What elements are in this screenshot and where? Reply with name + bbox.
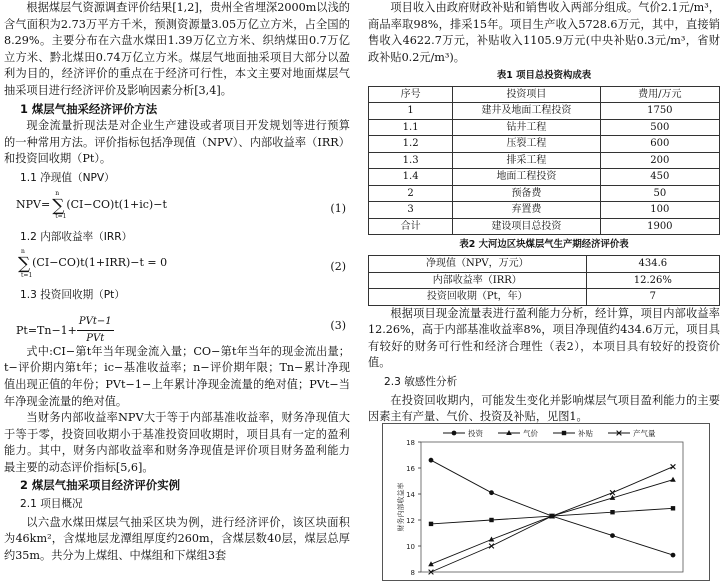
table2-cell: 434.6 <box>586 256 719 273</box>
table1-cell: 1.3 <box>369 152 453 169</box>
table1-row <box>369 202 720 219</box>
data-point <box>610 490 615 495</box>
equation-1 <box>4 189 350 227</box>
table1-cell: 压裂工程 <box>453 136 600 153</box>
table1-cell: 钻井工程 <box>453 119 600 136</box>
table1-cell: 排采工程 <box>453 152 600 169</box>
y-tick-label: 14 <box>406 491 415 499</box>
table2-cell: 12.26% <box>586 272 719 289</box>
right-column <box>368 0 720 426</box>
table1-cell: 200 <box>600 152 719 169</box>
eq3-left: Pt=Tn−1+ <box>16 323 77 337</box>
equation-2 <box>4 247 350 285</box>
data-point <box>429 522 433 526</box>
legend-marker <box>562 431 566 435</box>
data-point <box>671 464 676 469</box>
data-point <box>671 506 675 510</box>
y-tick-label: 10 <box>406 543 415 551</box>
table1-row <box>369 119 720 136</box>
eq2-body: (CI−CO)t(1+IRR)−t = 0 <box>32 256 168 270</box>
legend-label: 产气量 <box>633 429 656 438</box>
intro-paragraph: 根据煤层气资源调查评价结果[1,2]，贵州全省埋深2000m以浅的含气面积为2.73万平方千米，预测资源量3.05万亿立方米，占全国的8.29%。主要分布在六盘水煤田1.39万亿立方米、织纳煤田0.7万亿立方米、黔北煤田0.74万亿立方米。煤层气地面抽采项目大部分以盈利为目的，经济评价的重点在于经济可行性，本文主要对地面煤层气抽采项目进行经济评价及影响因素分析[3,4]。 <box>4 1 350 97</box>
table1-header: 投资项目 <box>453 86 600 103</box>
table1-cell: 450 <box>600 169 719 186</box>
eq3-fraction: $\frac{\text{PVt−1}}{\text{PVt}}$ <box>78 315 112 345</box>
table2-caption: 表2 大河边区块煤层气生产期经济评价表 <box>459 239 629 251</box>
table1-row <box>369 169 720 186</box>
series-line-0 <box>431 460 673 555</box>
table1-cell: 1 <box>369 103 453 120</box>
y-tick-label: 16 <box>406 465 415 473</box>
variables-paragraph: 式中:CI−第t年当年现金流入量；CO−第t年当年的现金流出量；t−评价期内第t年；ic−基准收益率；n−评价期年限；Tn−累计净现值出现正值的年份；PVt−1−上年累计净现金流量的绝对值；PVt−当年净现金流量的绝对值。 <box>4 344 350 408</box>
eq1-left: NPV= <box>16 197 51 211</box>
table1-row <box>369 136 720 153</box>
income-paragraph: 项目收入由政府财政补贴和销售收入两部分组成。气价2.1元/m³，商品率取98%，排采15年。项目生产收入5728.6万元，其中，直接销售收入4622.7万元，补贴收入1105.9万元(中央补贴0.3元/m³，省财政补贴0.2元/m³)。 <box>368 1 720 64</box>
data-point <box>610 510 614 514</box>
eq3-number: (3) <box>330 318 346 332</box>
sum-symbol-icon: ∑ n t=1 <box>18 248 33 279</box>
subsection-heading-1-3: 1.3 投资回收期（Pt） <box>20 289 125 302</box>
table1-cell: 弃置费 <box>453 202 600 219</box>
method-paragraph: 现金流量折现法是对企业生产建设或者项目开发规划等进行预算的一种常用方法。评价指标包括净现值（NPV）、内部收益率（IRR）和投资回收期（Pt）。 <box>4 119 350 166</box>
subsection-heading-1-2: 1.2 内部收益率（IRR） <box>20 230 133 243</box>
table1-row <box>369 218 720 235</box>
table1-cell: 50 <box>600 185 719 202</box>
legend-label: 投资 <box>468 429 483 438</box>
data-point <box>489 518 493 522</box>
table1-cell: 1.2 <box>369 136 453 153</box>
legend-marker <box>506 430 512 435</box>
table1-cell: 100 <box>600 202 719 219</box>
table1-cell: 地面工程投资 <box>453 169 600 186</box>
eq1-right: (CI−CO)t(1+ic)−t <box>66 197 167 211</box>
table1-cell: 3 <box>369 202 453 219</box>
table1-cell: 2 <box>369 185 453 202</box>
sensitivity-chart <box>382 423 710 581</box>
eq2-number: (2) <box>330 260 346 274</box>
legend-marker <box>452 431 457 436</box>
table2-cell: 内部收益率（IRR） <box>369 272 587 289</box>
subsection-heading-2-3: 2.3 敏感性分析 <box>384 375 458 388</box>
result-paragraph: 根据项目现金流量表进行盈利能力分析，经计算，项目内部收益率12.26%，高于内部基准收益率8%，项目净现值约434.6万元，项目具有较好的财务可行性和经济合理性（表2），本项目具有较好的投资价值。 <box>368 306 720 370</box>
legend-label: 气价 <box>523 429 538 438</box>
table1-cell: 1900 <box>600 218 719 235</box>
section-heading-1: 1 煤层气抽采经济评价方法 <box>20 101 158 116</box>
table2-cell: 净现值（NPV，万元） <box>369 256 587 273</box>
table2-cell: 7 <box>586 289 719 306</box>
eq1-number: (1) <box>330 201 346 215</box>
table1-cell: 建井及地面工程投资 <box>453 103 600 120</box>
series-line-3 <box>431 467 673 572</box>
data-point <box>489 490 494 495</box>
chart-svg <box>383 424 709 580</box>
section-heading-2: 2 煤层气抽采项目经济评价实例 <box>20 478 180 493</box>
left-column <box>4 0 350 564</box>
data-point <box>671 553 676 558</box>
y-tick-label: 8 <box>410 569 415 577</box>
table2-row <box>369 289 720 306</box>
data-point <box>429 458 434 463</box>
data-point <box>670 477 676 482</box>
data-point <box>489 544 494 549</box>
y-tick-label: 12 <box>406 517 415 525</box>
table1-cell: 1.1 <box>369 119 453 136</box>
sum-symbol-icon: ∑ n t=1 <box>52 189 67 221</box>
table2-row <box>369 272 720 289</box>
table2-cell: 投资回收期（Pt，年） <box>369 289 587 306</box>
equation-3 <box>4 306 350 344</box>
overview-paragraph: 以六盘水煤田煤层气抽采区块为例，进行经济评价，该区块面积为46km²，含煤地层龙潭组厚度约260m，含煤层数40层，煤层总厚约35m。共分为上煤组、中煤组和下煤组3套 <box>4 515 350 562</box>
legend-label: 补贴 <box>578 429 593 438</box>
sensitivity-paragraph: 在投资回收期内，可能发生变化并影响煤层气项目盈利能力的主要因素主有产量、气价、投资及补贴，见图1。 <box>368 393 720 424</box>
table1-row <box>369 152 720 169</box>
table1-row <box>369 185 720 202</box>
y-axis-label: 财务内部收益率 <box>397 482 405 532</box>
table1-row <box>369 103 720 120</box>
evaluation-table <box>368 255 720 306</box>
table1-cell: 合计 <box>369 218 453 235</box>
table1-cell: 1.4 <box>369 169 453 186</box>
table1-header: 序号 <box>369 86 453 103</box>
y-tick-label: 18 <box>406 439 415 447</box>
table1-cell: 600 <box>600 136 719 153</box>
table1-cell: 1750 <box>600 103 719 120</box>
data-point <box>610 533 615 538</box>
table1-header: 费用/万元 <box>600 86 719 103</box>
table1-cell: 建设项目总投资 <box>453 218 600 235</box>
criteria-paragraph: 当财务内部收益率NPV大于等于内部基准收益率，财务净现值大于等于零，投资回收期小于基准投资回收期时，项目具有一定的盈利能力。其中，财务内部收益率和财务净现值是评价项目财务盈利能力最主要的动态评价指标[5,6]。 <box>4 411 350 474</box>
subsection-heading-1-1: 1.1 净现值（NPV） <box>20 171 115 184</box>
table1-cell: 500 <box>600 119 719 136</box>
table2-row <box>369 256 720 273</box>
investment-table <box>368 86 720 236</box>
table1-caption: 表1 项目总投资构成表 <box>496 70 592 82</box>
subsection-heading-2-1: 2.1 项目概况 <box>20 498 83 511</box>
table1-cell: 预备费 <box>453 185 600 202</box>
